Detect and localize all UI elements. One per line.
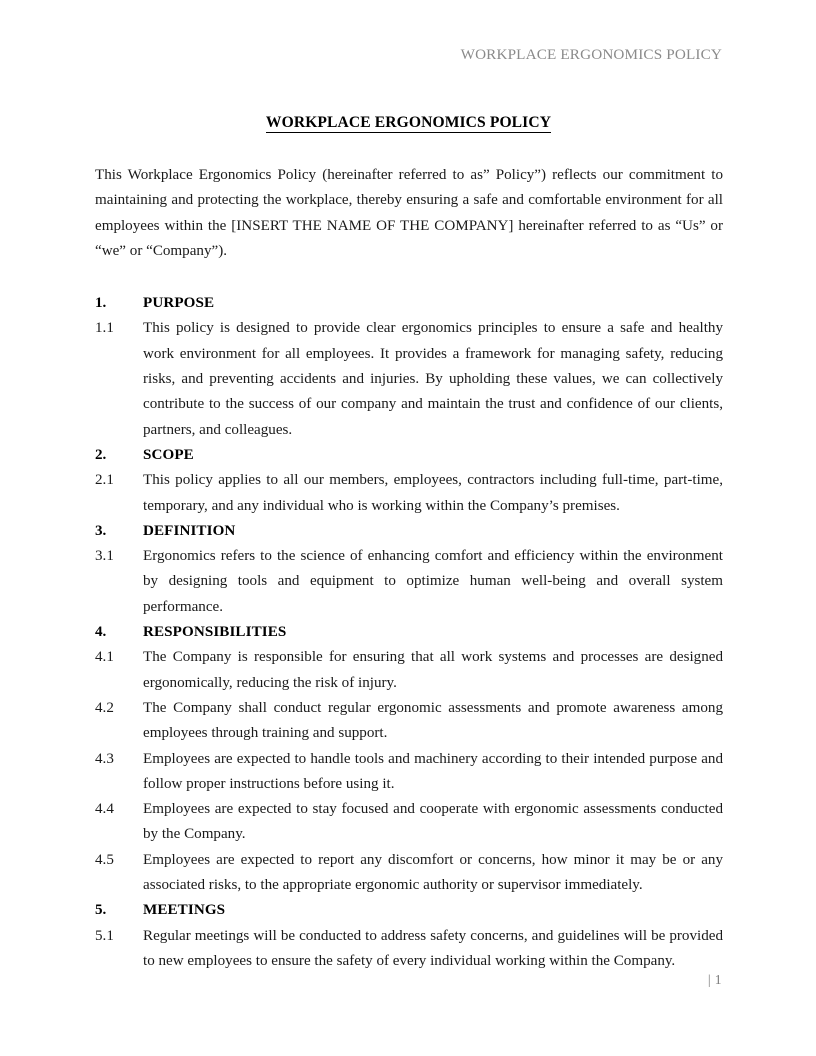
clause-number-4-3: 4.3 [95, 750, 114, 767]
page-title-text: WORKPLACE ERGONOMICS POLICY [265, 114, 552, 131]
clause-3-1 [95, 544, 723, 620]
section-heading-1 [95, 291, 723, 316]
clause-text-2-1: This policy applies to all our members, employees, contractors including full-time, part-time, temporary, and any individual who is working within the Company’s premises. [143, 472, 723, 514]
section-label-5: MEETINGS [143, 902, 226, 919]
section-number-5: 5. [95, 902, 107, 919]
clause-text-4-3: Employees are expected to handle tools and machinery according to their intended purpose and follow proper instructions before using it. [143, 750, 723, 792]
clause-5-1 [95, 924, 723, 975]
clause-4-3 [95, 747, 723, 798]
section-label-2: SCOPE [143, 446, 194, 463]
clause-number-3-1: 3.1 [95, 548, 114, 565]
clause-2-1 [95, 468, 723, 519]
section-number-1: 1. [95, 295, 107, 312]
section-heading-5 [95, 898, 723, 923]
clause-4-4 [95, 797, 723, 848]
clause-text-4-1: The Company is responsible for ensuring that all work systems and processes are designed ergonomically, reducing the risk of injury. [143, 649, 723, 691]
section-number-3: 3. [95, 522, 107, 539]
page-footer: | 1 [707, 972, 722, 987]
clause-1-1 [95, 316, 723, 442]
clause-number-1-1: 1.1 [95, 320, 114, 337]
intro-paragraph: This Workplace Ergonomics Policy (hereinafter referred to as” Policy”) reflects our commitment to maintaining and protecting the workplace, thereby ensuring a safe and comfortable environment for all employees within the [INSERT THE NAME OF THE COMPANY] hereinafter referred to as “Us” or “we” or “Company”). [95, 167, 723, 259]
clause-text-5-1: Regular meetings will be conducted to address safety concerns, and guidelines will be provided to new employees to ensure the safety of every individual working within the Company. [143, 927, 723, 969]
clause-number-4-4: 4.4 [95, 801, 114, 818]
clause-number-2-1: 2.1 [95, 472, 114, 489]
section-heading-3 [95, 519, 723, 544]
clause-text-4-5: Employees are expected to report any discomfort or concerns, how minor it may be or any associated risks, to the appropriate ergonomic authority or supervisor immediately. [143, 851, 723, 894]
clause-4-1 [95, 645, 723, 696]
clause-number-5-1: 5.1 [95, 927, 114, 944]
clause-4-2 [95, 696, 723, 747]
section-label-4: RESPONSIBILITIES [143, 624, 287, 641]
section-label-1: PURPOSE [143, 295, 215, 312]
clause-4-5 [95, 848, 723, 899]
section-label-3: DEFINITION [143, 522, 236, 539]
section-number-2: 2. [95, 446, 107, 463]
clause-number-4-2: 4.2 [95, 699, 114, 716]
clause-number-4-1: 4.1 [95, 649, 114, 666]
page-title [95, 114, 722, 132]
clause-text-1-1: This policy is designed to provide clear ergonomics principles to ensure a safe and healthy work environment for all employees. It provides a framework for managing safety, reducing risks, and preventing accidents and injuries. By upholding these values, we can collectively contribute to the success of our company and maintain the trust and confidence of our clients, partners, and colleagues. [143, 320, 723, 438]
section-heading-2 [95, 443, 723, 468]
clause-text-3-1: Ergonomics refers to the science of enhancing comfort and efficiency within the environment by designing tools and equipment to optimize human well-being and overall system performance. [143, 548, 723, 615]
clause-text-4-2: The Company shall conduct regular ergonomic assessments and promote awareness among employees through training and support. [143, 699, 723, 742]
section-number-4: 4. [95, 624, 107, 641]
running-header: WORKPLACE ERGONOMICS POLICY [460, 46, 722, 63]
document-body [95, 163, 723, 974]
clause-text-4-4: Employees are expected to stay focused and cooperate with ergonomic assessments conducted by the Company. [143, 801, 723, 843]
section-heading-4 [95, 620, 723, 645]
clause-number-4-5: 4.5 [95, 851, 114, 868]
